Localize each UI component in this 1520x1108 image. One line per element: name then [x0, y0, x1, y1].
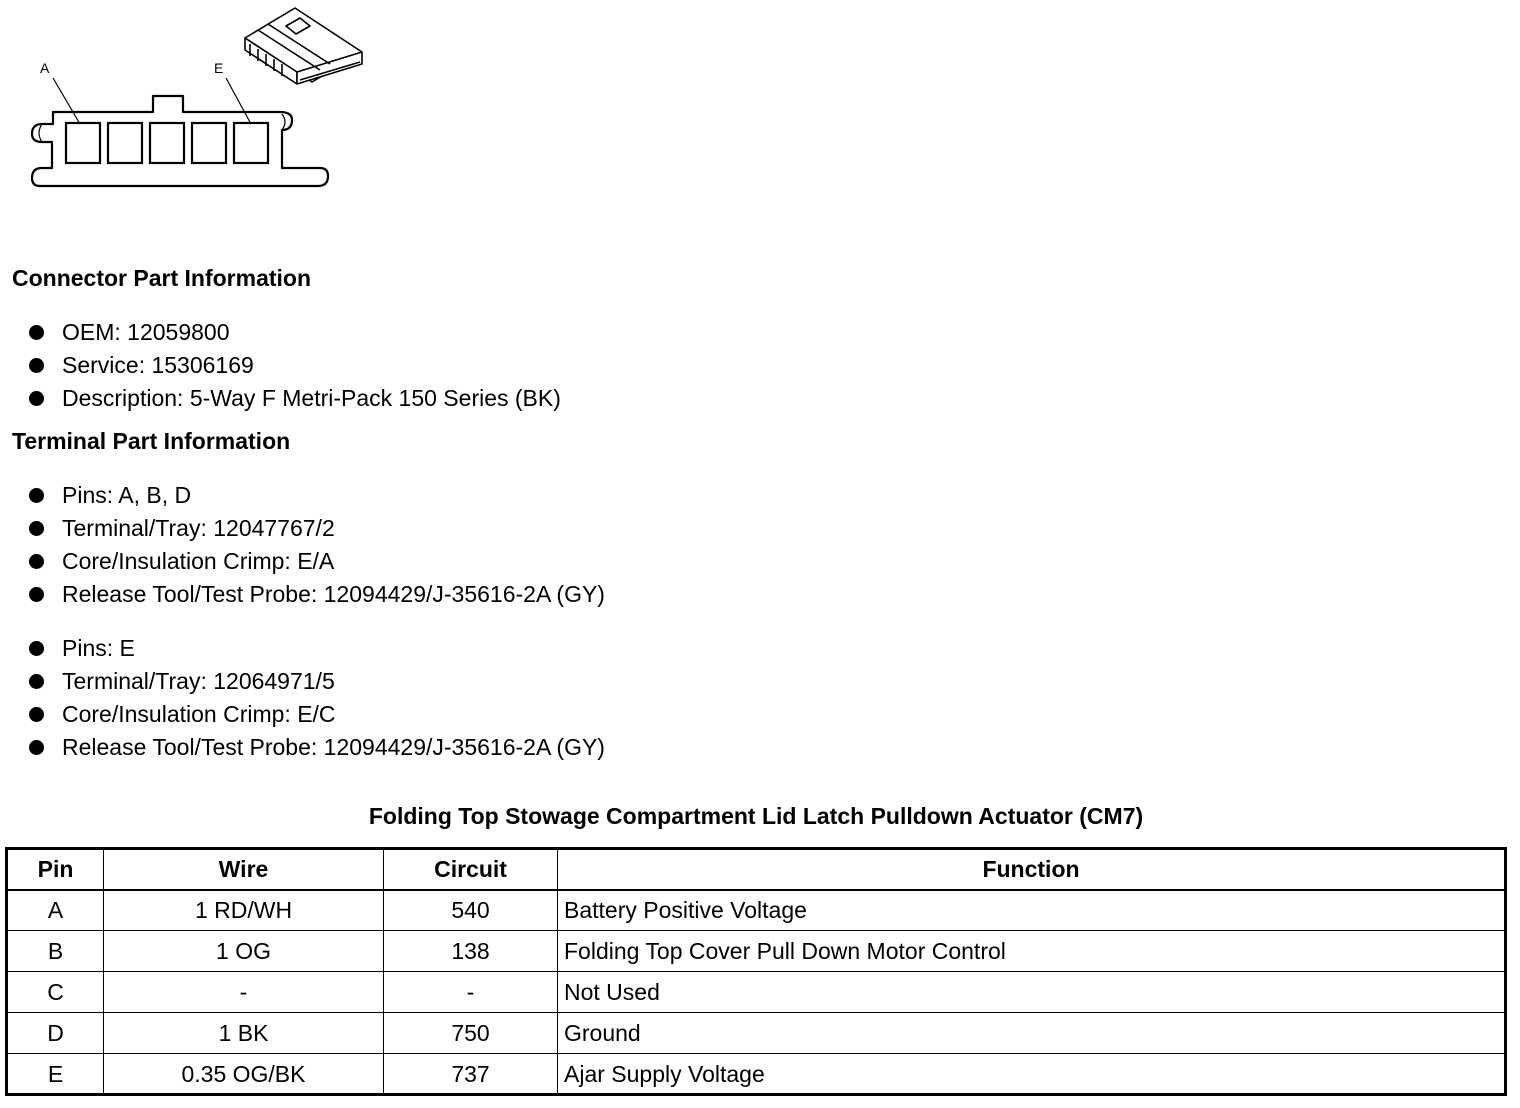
- header-pin: Pin: [7, 849, 104, 890]
- table-row: [7, 931, 1506, 972]
- list-item: Pins: E: [0, 632, 605, 665]
- list-item: Terminal/Tray: 12064971/5: [0, 665, 605, 698]
- table-row: [7, 1054, 1506, 1095]
- header-function: Function: [558, 849, 1506, 890]
- cell-function: Folding Top Cover Pull Down Motor Control: [558, 931, 1506, 972]
- list-item: Release Tool/Test Probe: 12094429/J-35616-2A (GY): [0, 731, 605, 764]
- table-row: [7, 890, 1506, 931]
- cell-pin: C: [7, 972, 104, 1013]
- terminal-info-list-2: [0, 632, 605, 764]
- cell-circuit: 138: [384, 931, 558, 972]
- list-item: Pins: A, B, D: [0, 479, 605, 512]
- cavity-d: [192, 123, 226, 163]
- connector-diagram: [0, 0, 380, 210]
- cell-circuit: 540: [384, 890, 558, 931]
- cell-wire: -: [104, 972, 384, 1013]
- cell-pin: A: [7, 890, 104, 931]
- cell-wire: 0.35 OG/BK: [104, 1054, 384, 1095]
- list-item: Service: 15306169: [0, 349, 561, 382]
- cell-function: Not Used: [558, 972, 1506, 1013]
- cell-function: Ground: [558, 1013, 1506, 1054]
- table-row: [7, 972, 1506, 1013]
- connector-info-heading: Connector Part Information: [12, 265, 312, 291]
- cell-wire: 1 RD/WH: [104, 890, 384, 931]
- cavity-e: [234, 123, 268, 163]
- cell-function: Ajar Supply Voltage: [558, 1054, 1506, 1095]
- table-header-row: [7, 849, 1506, 890]
- cell-circuit: -: [384, 972, 558, 1013]
- cavity-b: [108, 123, 142, 163]
- cell-circuit: 737: [384, 1054, 558, 1095]
- terminal-info-list-1: [0, 479, 605, 611]
- list-item: Release Tool/Test Probe: 12094429/J-35616-2A (GY): [0, 578, 605, 611]
- pin-label-a: A: [40, 60, 50, 76]
- cell-pin: D: [7, 1013, 104, 1054]
- cavity-c: [150, 123, 184, 163]
- pin-table-title: Folding Top Stowage Compartment Lid Latch Pulldown Actuator (CM7): [368, 803, 1144, 829]
- pin-table: [5, 847, 1507, 1096]
- connector-info-list: [0, 316, 561, 415]
- cell-function: Battery Positive Voltage: [558, 890, 1506, 931]
- pin-label-e: E: [214, 60, 224, 76]
- terminal-info-heading: Terminal Part Information: [12, 428, 291, 454]
- cell-pin: E: [7, 1054, 104, 1095]
- cell-wire: 1 OG: [104, 931, 384, 972]
- cavity-a: [66, 123, 100, 163]
- list-item: OEM: 12059800: [0, 316, 561, 349]
- list-item: Core/Insulation Crimp: E/C: [0, 698, 605, 731]
- cell-circuit: 750: [384, 1013, 558, 1054]
- list-item: Core/Insulation Crimp: E/A: [0, 545, 605, 578]
- list-item: Description: 5-Way F Metri-Pack 150 Series (BK): [0, 382, 561, 415]
- header-circuit: Circuit: [384, 849, 558, 890]
- connector-3d-icon: [245, 8, 362, 84]
- cell-wire: 1 BK: [104, 1013, 384, 1054]
- list-item: Terminal/Tray: 12047767/2: [0, 512, 605, 545]
- cell-pin: B: [7, 931, 104, 972]
- table-row: [7, 1013, 1506, 1054]
- header-wire: Wire: [104, 849, 384, 890]
